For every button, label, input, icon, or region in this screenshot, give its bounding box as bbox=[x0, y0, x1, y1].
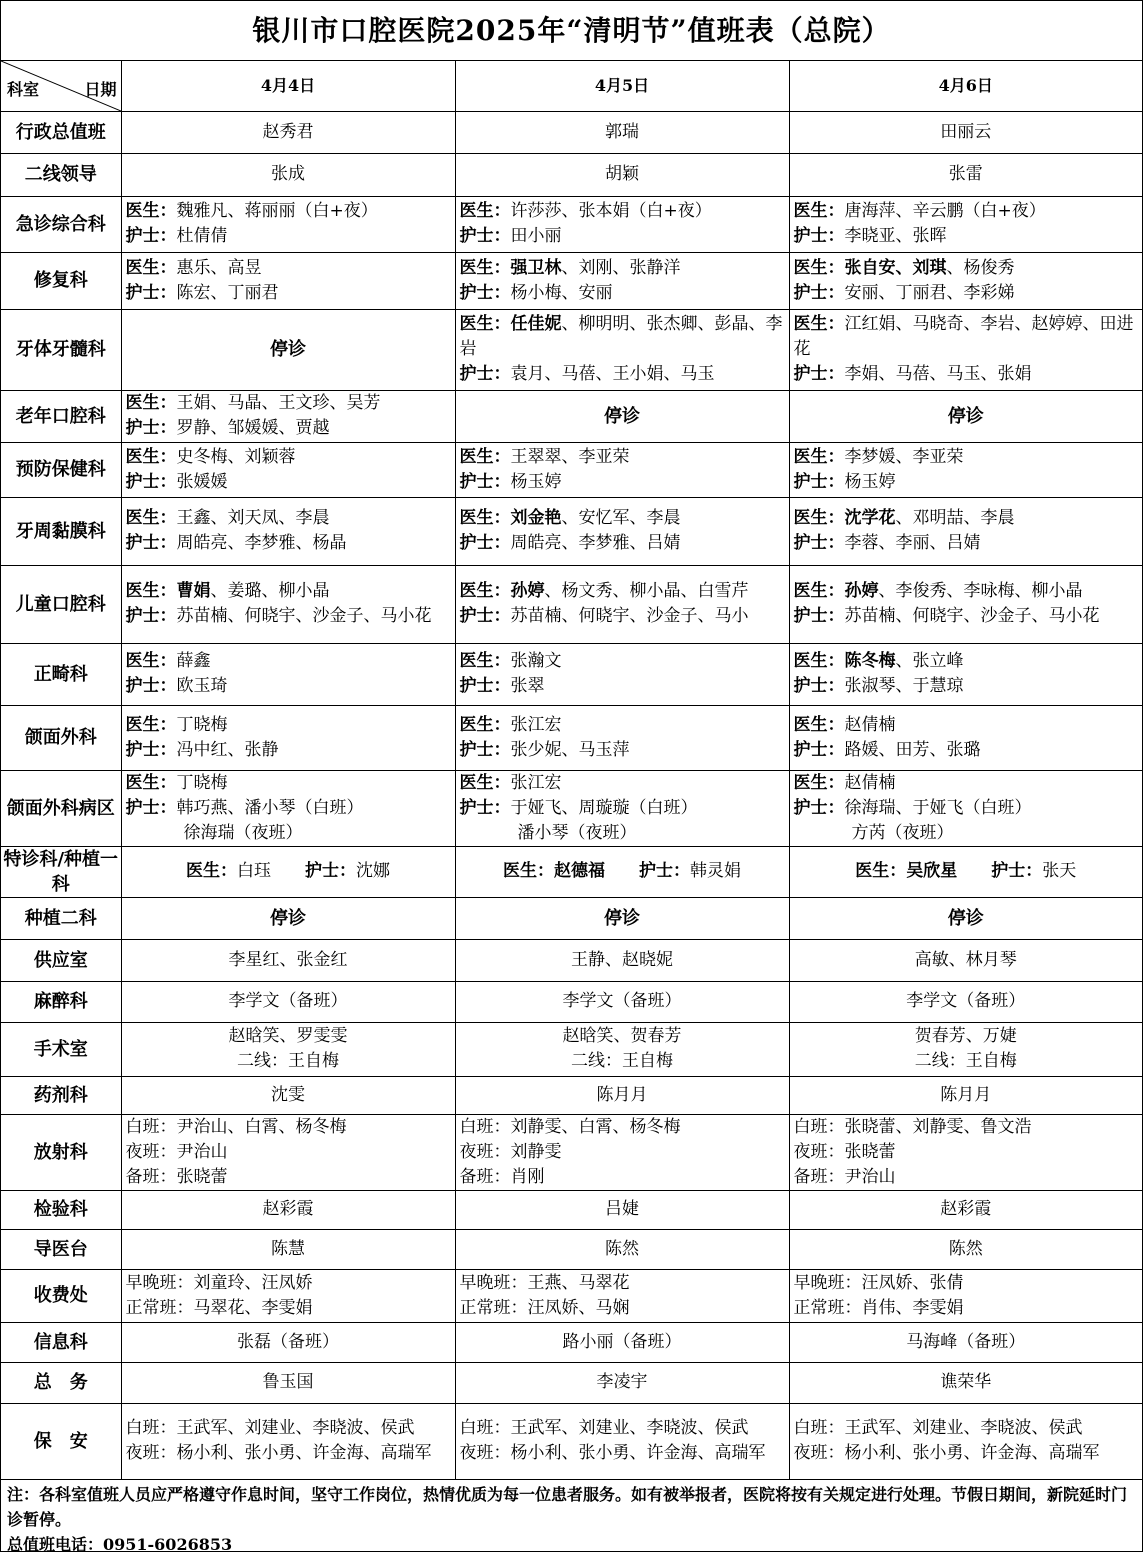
duty-cell: 医生：史冬梅、刘颖蓉 护士：张媛媛 bbox=[121, 442, 455, 497]
duty-cell: 陈月月 bbox=[455, 1076, 789, 1114]
dept-name: 检验科 bbox=[1, 1190, 121, 1229]
duty-cell: 医生：任佳妮、柳明明、张杰卿、彭晶、李岩 护士：袁月、马蓓、王小娟、马玉 bbox=[455, 309, 789, 390]
duty-cell: 白班：张晓蕾、刘静雯、鲁文浩 夜班：张晓蕾 备班：尹治山 bbox=[789, 1114, 1142, 1190]
table-row bbox=[1, 196, 1142, 252]
duty-cell: 医生：李梦媛、李亚荣 护士：杨玉婷 bbox=[789, 442, 1142, 497]
table-row bbox=[1, 153, 1142, 196]
table-row bbox=[1, 1269, 1142, 1322]
duty-cell: 早晚班：王燕、马翠花 正常班：汪凤娇、马娴 bbox=[455, 1269, 789, 1322]
duty-cell: 陈慧 bbox=[121, 1229, 455, 1269]
table-row bbox=[1, 309, 1142, 390]
dept-name: 种植二科 bbox=[1, 897, 121, 939]
dept-name: 收费处 bbox=[1, 1269, 121, 1322]
closed-cell: 停诊 bbox=[121, 309, 455, 390]
corner-dept-label: 科室 bbox=[7, 80, 40, 99]
page-title: 银川市口腔医院2025年“清明节”值班表（总院） bbox=[1, 1, 1142, 61]
duty-cell: 医生：魏雅凡、蒋丽丽（白+夜） 护士：杜倩倩 bbox=[121, 196, 455, 252]
dept-name: 供应室 bbox=[1, 939, 121, 981]
date-header: 4月5日 bbox=[455, 61, 789, 111]
duty-cell: 赵秀君 bbox=[121, 111, 455, 153]
duty-cell: 医生：曹娟、姜璐、柳小晶 护士：苏苗楠、何晓宇、沙金子、马小花 bbox=[121, 565, 455, 643]
duty-cell: 高敏、林月琴 bbox=[789, 939, 1142, 981]
duty-cell: 马海峰（备班） bbox=[789, 1322, 1142, 1362]
duty-cell: 胡颖 bbox=[455, 153, 789, 196]
duty-phone: 总值班电话：0951-6026853 bbox=[7, 1534, 233, 1554]
table-row bbox=[1, 939, 1142, 981]
duty-cell: 医生：孙婷、杨文秀、柳小晶、白雪芹 护士：苏苗楠、何晓宇、沙金子、马小 bbox=[455, 565, 789, 643]
date-header: 4月4日 bbox=[121, 61, 455, 111]
duty-cell: 医生：赵倩楠 护士：路媛、田芳、张璐 bbox=[789, 705, 1142, 770]
duty-cell: 医生：薛鑫 护士：欧玉琦 bbox=[121, 643, 455, 705]
dept-name: 信息科 bbox=[1, 1322, 121, 1362]
dept-name: 颌面外科病区 bbox=[1, 770, 121, 846]
table-row bbox=[1, 497, 1142, 565]
duty-cell: 医生：刘金艳、安忆军、李晨 护士：周皓亮、李梦雅、吕婧 bbox=[455, 497, 789, 565]
duty-cell: 张雷 bbox=[789, 153, 1142, 196]
dept-name: 儿童口腔科 bbox=[1, 565, 121, 643]
duty-cell: 医生：惠乐、高昱 护士：陈宏、丁丽君 bbox=[121, 252, 455, 309]
duty-cell: 贺春芳、万婕 二线：王自梅 bbox=[789, 1022, 1142, 1076]
duty-cell: 张成 bbox=[121, 153, 455, 196]
table-row bbox=[1, 390, 1142, 442]
table-row bbox=[1, 1322, 1142, 1362]
duty-cell: 鲁玉国 bbox=[121, 1362, 455, 1403]
duty-cell: 田丽云 bbox=[789, 111, 1142, 153]
duty-cell: 医生：王娟、马晶、王文珍、吴芳 护士：罗静、邹媛媛、贾越 bbox=[121, 390, 455, 442]
duty-cell: 白班：王武军、刘建业、李晓波、侯武 夜班：杨小利、张小勇、许金海、高瑞军 bbox=[121, 1403, 455, 1479]
duty-cell: 医生：赵倩楠 护士：徐海瑞、于娅飞（白班） 方芮（夜班） bbox=[789, 770, 1142, 846]
duty-cell: 医生：张江宏 护士：张少妮、马玉萍 bbox=[455, 705, 789, 770]
table-row bbox=[1, 1403, 1142, 1479]
duty-cell: 谯荣华 bbox=[789, 1362, 1142, 1403]
duty-cell: 医生：张瀚文 护士：张翠 bbox=[455, 643, 789, 705]
table-row bbox=[1, 1022, 1142, 1076]
dept-name: 导医台 bbox=[1, 1229, 121, 1269]
duty-table bbox=[1, 61, 1142, 1480]
duty-cell: 赵彩霞 bbox=[789, 1190, 1142, 1229]
table-header-row bbox=[1, 61, 1142, 111]
duty-cell: 陈月月 bbox=[789, 1076, 1142, 1114]
dept-name: 行政总值班 bbox=[1, 111, 121, 153]
duty-cell: 白班：尹治山、白霄、杨冬梅 夜班：尹治山 备班：张晓蕾 bbox=[121, 1114, 455, 1190]
notice-text: 注：各科室值班人员应严格遵守作息时间，坚守工作岗位，热情优质为每一位患者服务。如有被举报者，医院将按有关规定进行处理。节假日期间，新院延时门诊暂停。 bbox=[7, 1484, 1128, 1529]
duty-cell: 李星红、张金红 bbox=[121, 939, 455, 981]
duty-cell: 白班：王武军、刘建业、李晓波、侯武 夜班：杨小利、张小勇、许金海、高瑞军 bbox=[789, 1403, 1142, 1479]
dept-name: 放射科 bbox=[1, 1114, 121, 1190]
table-row bbox=[1, 770, 1142, 846]
table-row bbox=[1, 1362, 1142, 1403]
dept-name: 急诊综合科 bbox=[1, 196, 121, 252]
dept-name: 麻醉科 bbox=[1, 981, 121, 1022]
table-row bbox=[1, 643, 1142, 705]
duty-cell: 赵晗笑、贺春芳 二线：王自梅 bbox=[455, 1022, 789, 1076]
duty-cell: 白班：王武军、刘建业、李晓波、侯武 夜班：杨小利、张小勇、许金海、高瑞军 bbox=[455, 1403, 789, 1479]
duty-cell: 医生：张江宏 护士：于娅飞、周璇璇（白班） 潘小琴（夜班） bbox=[455, 770, 789, 846]
duty-cell: 赵晗笑、罗雯雯 二线：王自梅 bbox=[121, 1022, 455, 1076]
duty-cell: 医生：沈学花、邓明喆、李晨 护士：李蓉、李丽、吕婧 bbox=[789, 497, 1142, 565]
closed-cell: 停诊 bbox=[455, 897, 789, 939]
dept-name: 修复科 bbox=[1, 252, 121, 309]
duty-cell: 早晚班：刘童玲、汪凤娇 正常班：马翠花、李雯娟 bbox=[121, 1269, 455, 1322]
dept-name: 颌面外科 bbox=[1, 705, 121, 770]
dept-name: 二线领导 bbox=[1, 153, 121, 196]
table-row bbox=[1, 981, 1142, 1022]
table-row bbox=[1, 565, 1142, 643]
duty-cell: 路小丽（备班） bbox=[455, 1322, 789, 1362]
duty-cell: 白班：刘静雯、白霄、杨冬梅 夜班：刘静雯 备班：肖刚 bbox=[455, 1114, 789, 1190]
duty-cell: 医生：丁晓梅 护士：韩巧燕、潘小琴（白班） 徐海瑞（夜班） bbox=[121, 770, 455, 846]
table-row bbox=[1, 1076, 1142, 1114]
duty-cell: 医生：吴欣星 护士：张天 bbox=[789, 846, 1142, 897]
dept-name: 特诊科/种植一科 bbox=[1, 846, 121, 897]
table-row bbox=[1, 705, 1142, 770]
corner-date-label: 日期 bbox=[84, 80, 117, 99]
table-row bbox=[1, 1114, 1142, 1190]
duty-cell: 医生：赵德福 护士：韩灵娟 bbox=[455, 846, 789, 897]
table-row bbox=[1, 111, 1142, 153]
duty-cell: 医生：唐海萍、辛云鹏（白+夜） 护士：李晓亚、张晖 bbox=[789, 196, 1142, 252]
duty-cell: 医生：许莎莎、张本娟（白+夜） 护士：田小丽 bbox=[455, 196, 789, 252]
duty-cell: 李凌宇 bbox=[455, 1362, 789, 1403]
corner-header-cell bbox=[1, 61, 121, 111]
dept-name: 正畸科 bbox=[1, 643, 121, 705]
duty-cell: 早晚班：汪凤娇、张倩 正常班：肖伟、李雯娟 bbox=[789, 1269, 1142, 1322]
duty-cell: 医生：江红娟、马晓奇、李岩、赵婷婷、田进花 护士：李娟、马蓓、马玉、张娟 bbox=[789, 309, 1142, 390]
duty-cell: 医生：陈冬梅、张立峰 护士：张淑琴、于慧琼 bbox=[789, 643, 1142, 705]
duty-cell: 医生：王鑫、刘天凤、李晨 护士：周皓亮、李梦雅、杨晶 bbox=[121, 497, 455, 565]
duty-cell: 医生：张自安、刘琪、杨俊秀 护士：安丽、丁丽君、李彩娣 bbox=[789, 252, 1142, 309]
duty-cell: 郭瑞 bbox=[455, 111, 789, 153]
dept-name: 总 务 bbox=[1, 1362, 121, 1403]
duty-cell: 赵彩霞 bbox=[121, 1190, 455, 1229]
duty-cell: 吕婕 bbox=[455, 1190, 789, 1229]
duty-cell: 医生：孙婷、李俊秀、李咏梅、柳小晶 护士：苏苗楠、何晓宇、沙金子、马小花 bbox=[789, 565, 1142, 643]
table-row bbox=[1, 897, 1142, 939]
closed-cell: 停诊 bbox=[455, 390, 789, 442]
dept-name: 药剂科 bbox=[1, 1076, 121, 1114]
dept-name: 老年口腔科 bbox=[1, 390, 121, 442]
duty-cell: 李学文（备班） bbox=[121, 981, 455, 1022]
date-header: 4月6日 bbox=[789, 61, 1142, 111]
dept-name: 牙体牙髓科 bbox=[1, 309, 121, 390]
footer-note bbox=[1, 1480, 1142, 1557]
dept-name: 预防保健科 bbox=[1, 442, 121, 497]
duty-cell: 沈雯 bbox=[121, 1076, 455, 1114]
table-row bbox=[1, 1229, 1142, 1269]
duty-cell: 李学文（备班） bbox=[789, 981, 1142, 1022]
dept-name: 牙周黏膜科 bbox=[1, 497, 121, 565]
table-row bbox=[1, 252, 1142, 309]
duty-cell: 医生：丁晓梅 护士：冯中红、张静 bbox=[121, 705, 455, 770]
duty-cell: 医生：强卫林、刘刚、张静洋 护士：杨小梅、安丽 bbox=[455, 252, 789, 309]
dept-name: 保 安 bbox=[1, 1403, 121, 1479]
table-row bbox=[1, 846, 1142, 897]
table-row bbox=[1, 1190, 1142, 1229]
duty-cell: 王静、赵晓妮 bbox=[455, 939, 789, 981]
duty-cell: 医生：王翠翠、李亚荣 护士：杨玉婷 bbox=[455, 442, 789, 497]
table-row bbox=[1, 442, 1142, 497]
dept-name: 手术室 bbox=[1, 1022, 121, 1076]
duty-cell: 李学文（备班） bbox=[455, 981, 789, 1022]
duty-cell: 医生：白珏 护士：沈娜 bbox=[121, 846, 455, 897]
closed-cell: 停诊 bbox=[789, 897, 1142, 939]
duty-cell: 陈然 bbox=[455, 1229, 789, 1269]
duty-cell: 陈然 bbox=[789, 1229, 1142, 1269]
duty-cell: 张磊（备班） bbox=[121, 1322, 455, 1362]
closed-cell: 停诊 bbox=[789, 390, 1142, 442]
closed-cell: 停诊 bbox=[121, 897, 455, 939]
